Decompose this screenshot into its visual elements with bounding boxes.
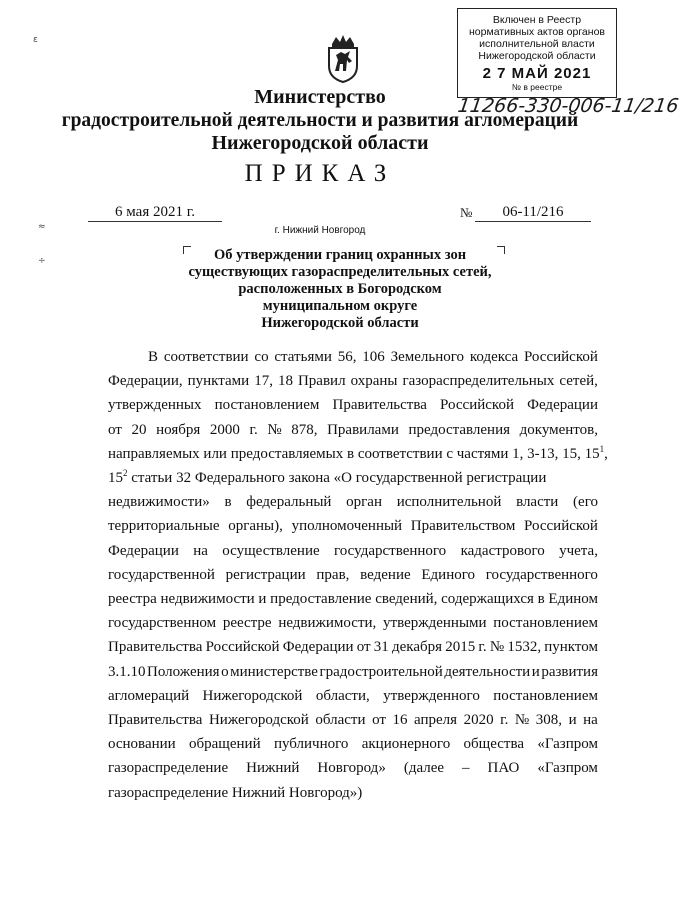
body-word: «Газпром	[537, 760, 598, 777]
body-word: сведений,	[375, 591, 438, 608]
scan-mark: ÷	[38, 256, 46, 266]
body-line	[108, 369, 598, 393]
superscript: 1	[599, 443, 605, 454]
body-word: области	[315, 712, 366, 729]
body-word: «Газпром	[537, 736, 598, 753]
stamp-date: 2 7 МАЙ 2021	[482, 65, 592, 82]
body-line	[108, 756, 598, 780]
body-line	[108, 732, 598, 756]
body-word: Правительства	[108, 639, 203, 656]
body-word: недвижимости,	[278, 615, 377, 632]
body-word: г.	[249, 421, 258, 438]
document-type-title: ПРИКАЗ	[244, 160, 396, 187]
body-word: Правилами	[327, 421, 399, 438]
body-word: апреля	[414, 712, 458, 729]
body-word: государственного	[334, 542, 447, 559]
body-word: основании	[108, 736, 176, 753]
registry-stamp	[457, 8, 617, 98]
body-word: (далее	[403, 760, 445, 777]
body-word: г.	[478, 639, 487, 656]
body-word: ведение	[360, 566, 411, 583]
body-word: В	[148, 349, 159, 365]
body-word: Федерации	[108, 542, 179, 559]
body-word: газораспределительных	[402, 373, 555, 390]
body-word: территориальные	[108, 518, 220, 535]
body-word: охраны	[350, 373, 398, 390]
body-word: г.	[500, 712, 509, 729]
body-line-part: ,	[604, 445, 608, 462]
body-word: в	[224, 494, 232, 511]
body-line	[108, 514, 598, 538]
body-word: постановлением	[493, 615, 598, 632]
body-word: Земельного	[390, 349, 465, 365]
body-word: 2000	[209, 421, 240, 438]
body-word: №	[267, 421, 282, 438]
stamp-line: нормативных актов органов	[469, 26, 605, 38]
stamp-number-label: № в реестре	[511, 82, 563, 92]
body-word: пунктами	[187, 373, 250, 390]
body-word: 31	[373, 639, 389, 656]
body-word: публичного	[273, 736, 349, 753]
body-word: государственном	[108, 615, 217, 632]
body-word: газораспределение	[108, 760, 229, 777]
body-word: 20	[131, 421, 147, 438]
body-word: федеральный	[246, 494, 332, 511]
body-line-part: статьи 32 Федерального закона «О государственной регистрации	[127, 470, 547, 487]
body-word: от	[372, 712, 386, 729]
body-line	[108, 587, 598, 611]
body-word: на	[583, 712, 598, 729]
body-word: 17,	[254, 373, 273, 390]
body-line	[108, 684, 598, 708]
body-word: регистрации	[225, 566, 306, 583]
city-name: г. Нижний Новгород	[274, 225, 366, 236]
body-word: предоставления	[408, 421, 510, 438]
order-subject	[160, 247, 520, 332]
body-word: градостроительной	[319, 663, 443, 680]
stamp-line: Включен в Реестр	[492, 14, 582, 26]
body-word: обращений	[189, 736, 261, 753]
body-line	[108, 781, 598, 805]
body-word: недвижимости»	[108, 494, 210, 511]
body-word: содержащихся	[441, 591, 534, 608]
body-line	[108, 660, 598, 684]
body-word: Правительства	[108, 712, 203, 729]
body-line	[108, 442, 608, 466]
body-word: 18	[277, 373, 293, 390]
stamp-line: Нижегородской области	[478, 50, 596, 62]
body-line	[108, 611, 598, 635]
order-number: 06-11/216	[475, 203, 591, 222]
body-line	[108, 563, 598, 587]
body-line	[108, 490, 598, 514]
body-word: и	[568, 712, 577, 729]
body-word: Единого	[421, 566, 476, 583]
body-line	[108, 708, 598, 732]
body-word: недвижимости	[160, 591, 255, 608]
body-word: Нижний	[246, 760, 300, 777]
order-preamble	[108, 345, 608, 805]
body-word: пунктом	[544, 639, 598, 656]
body-word: 106	[362, 349, 385, 365]
body-word: статьями	[274, 349, 332, 365]
scan-mark: ≈	[38, 222, 46, 232]
body-word: ПАО	[487, 760, 520, 777]
subject-line: муниципальном округе	[262, 298, 418, 314]
scan-mark: ε	[33, 35, 38, 45]
registry-number-handwritten: 11266-330-006-11/216	[456, 95, 680, 117]
body-word: исполнительной	[396, 494, 502, 511]
body-line	[108, 418, 598, 442]
body-word: власти	[516, 494, 559, 511]
body-word: 1532,	[507, 639, 542, 656]
body-line-part: направляемых или предоставляемых в соответствии с частями 1, 3-13, 15, 15	[108, 445, 600, 462]
body-word: общества	[463, 736, 525, 753]
body-word: документов,	[519, 421, 598, 438]
body-word: соответствии	[163, 349, 249, 365]
body-word: Нижегородской	[202, 687, 303, 704]
body-word: кодекса	[469, 349, 519, 365]
body-word: №	[514, 712, 530, 729]
body-word: области,	[315, 687, 370, 704]
body-word: Новгород»	[317, 760, 386, 777]
body-word: Правительством	[410, 518, 516, 535]
body-line-part: 15	[108, 470, 123, 487]
stamp-line: исполнительной власти	[479, 38, 595, 50]
body-line	[108, 635, 598, 659]
body-word: Федерации	[527, 397, 598, 414]
subject-line: существующих газораспределительных сетей,	[188, 264, 492, 280]
body-word: реестре	[222, 615, 272, 632]
body-word: осуществление	[222, 542, 320, 559]
body-word: Федерации	[282, 639, 354, 656]
body-word: реестра	[108, 591, 157, 608]
ministry-heading	[60, 86, 580, 155]
body-word: кадастрового	[460, 542, 545, 559]
body-word: от	[356, 639, 371, 656]
body-word: орган	[346, 494, 382, 511]
body-word: Российской	[440, 397, 514, 414]
body-word: прав,	[316, 566, 350, 583]
order-date: 6 мая 2021 г.	[88, 203, 222, 222]
body-word: предоставление	[270, 591, 372, 608]
body-word: Российской	[524, 518, 598, 535]
number-sign: №	[460, 205, 473, 220]
ministry-line: Министерство	[254, 86, 386, 108]
body-word: №	[489, 639, 505, 656]
ministry-line: Нижегородской области	[211, 132, 429, 154]
body-word: развития	[541, 663, 598, 680]
body-line-text: газораспределение Нижний Новгород»)	[108, 784, 363, 801]
body-word: Российской	[205, 639, 280, 656]
body-word: государственной	[108, 566, 215, 583]
body-word: Правил	[297, 373, 346, 390]
body-line-text	[108, 466, 546, 490]
body-word: государственного	[485, 566, 598, 583]
body-word: агломераций	[108, 687, 190, 704]
body-word: утвержденными	[383, 615, 487, 632]
body-word: Российской	[523, 349, 598, 365]
body-word: от	[108, 421, 122, 438]
subject-line: Нижегородской области	[261, 315, 419, 331]
body-word: 56,	[337, 349, 357, 365]
body-word: 3.1.10	[108, 663, 146, 680]
body-word: 2015	[445, 639, 476, 656]
body-word: со	[254, 349, 269, 365]
body-line	[108, 393, 598, 417]
body-word: Нижегородской	[208, 712, 309, 729]
body-word: в	[537, 591, 545, 608]
body-word: и	[258, 591, 267, 608]
body-word: на	[193, 542, 208, 559]
body-word: органы),	[228, 518, 283, 535]
body-word: утвержденных	[108, 397, 202, 414]
body-word: учета,	[559, 542, 598, 559]
body-word: 2020	[463, 712, 494, 729]
body-word: министерстве	[230, 663, 318, 680]
body-word: ноября	[156, 421, 201, 438]
subject-line: расположенных в Богородском	[238, 281, 442, 297]
body-word: деятельности	[444, 663, 531, 680]
body-word: Федерации,	[108, 373, 183, 390]
body-word: акционерного	[361, 736, 451, 753]
body-word: Правительства	[332, 397, 427, 414]
body-line	[108, 345, 598, 369]
body-word: –	[462, 760, 470, 777]
ministry-line: градостроительной деятельности и развития агломераций	[61, 110, 579, 131]
body-word: сетей,	[559, 373, 598, 390]
body-word: 16	[392, 712, 408, 729]
body-word: Положения	[147, 663, 220, 680]
superscript: 2	[123, 468, 128, 479]
body-word: 878,	[291, 421, 318, 438]
body-word: о	[221, 663, 229, 680]
body-word: постановлением	[493, 687, 598, 704]
body-word: декабря	[391, 639, 443, 656]
coat-of-arms-icon	[322, 33, 364, 83]
body-line-text	[108, 442, 608, 466]
body-word: постановлением	[214, 397, 320, 414]
body-line	[108, 466, 598, 490]
body-word: и	[531, 663, 540, 680]
body-word: Едином	[548, 591, 598, 608]
body-word: 308,	[535, 712, 563, 729]
subject-line: Об утверждении границ охранных зон	[213, 247, 467, 263]
body-word: уполномоченный	[291, 518, 403, 535]
body-line	[108, 539, 598, 563]
body-word: утвержденного	[383, 687, 480, 704]
body-word: (его	[573, 494, 598, 511]
